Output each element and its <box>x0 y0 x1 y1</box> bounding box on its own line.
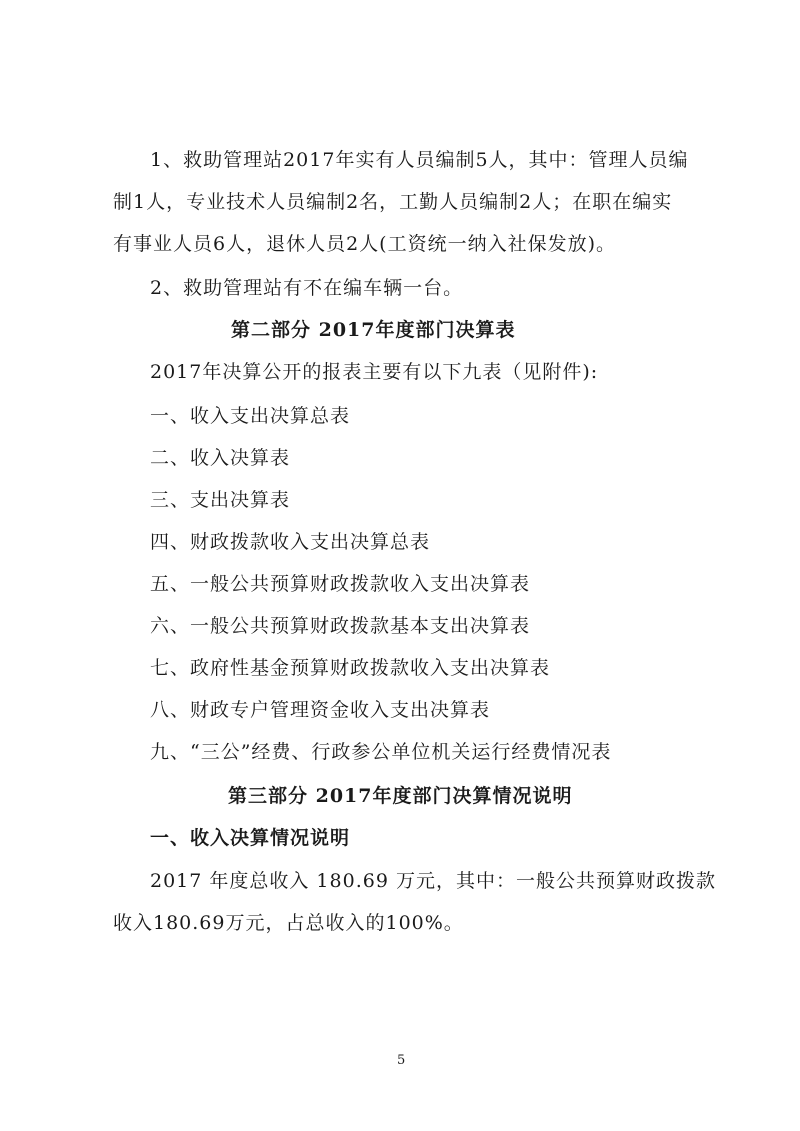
part3-heading: 第三部分 2017年度部门决算情况说明 <box>228 785 573 807</box>
intro-paragraph-1-line-3: 有事业人员6人，退休人员2人(工资统一纳入社保发放)。 <box>113 233 617 255</box>
intro-paragraph-2: 2、救助管理站有不在编车辆一台。 <box>150 277 464 299</box>
part2-list-item: 三、支出决算表 <box>150 489 291 511</box>
part2-heading: 第二部分 2017年度部门决算表 <box>231 319 516 341</box>
intro-paragraph-1-line-2: 制1人，专业技术人员编制2名，工勤人员编制2人；在职在编实 <box>113 191 673 213</box>
part2-list-item: 六、一般公共预算财政拨款基本支出决算表 <box>150 615 531 637</box>
part3-paragraph-line-2: 收入180.69万元，占总收入的100%。 <box>113 912 464 934</box>
part3-sub-heading: 一、收入决算情况说明 <box>150 827 351 849</box>
part2-intro: 2017年决算公开的报表主要有以下九表（见附件): <box>150 361 599 383</box>
page-number: 5 <box>397 1053 406 1068</box>
part2-list-item: 一、收入支出决算总表 <box>150 405 351 427</box>
part2-list-item: 五、一般公共预算财政拨款收入支出决算表 <box>150 573 531 595</box>
part2-list-item: 九、“三公”经费、行政参公单位机关运行经费情况表 <box>150 741 612 763</box>
part2-list-item: 七、政府性基金预算财政拨款收入支出决算表 <box>150 657 551 679</box>
part2-list-item: 二、收入决算表 <box>150 447 291 469</box>
part2-list-item: 四、财政拨款收入支出决算总表 <box>150 531 431 553</box>
intro-paragraph-1-line-1: 1、救助管理站2017年实有人员编制5人，其中：管理人员编 <box>150 149 689 171</box>
part3-paragraph-line-1: 2017 年度总收入 180.69 万元，其中：一般公共预算财政拨款 <box>150 870 716 892</box>
part2-list-item: 八、财政专户管理资金收入支出决算表 <box>150 699 491 721</box>
